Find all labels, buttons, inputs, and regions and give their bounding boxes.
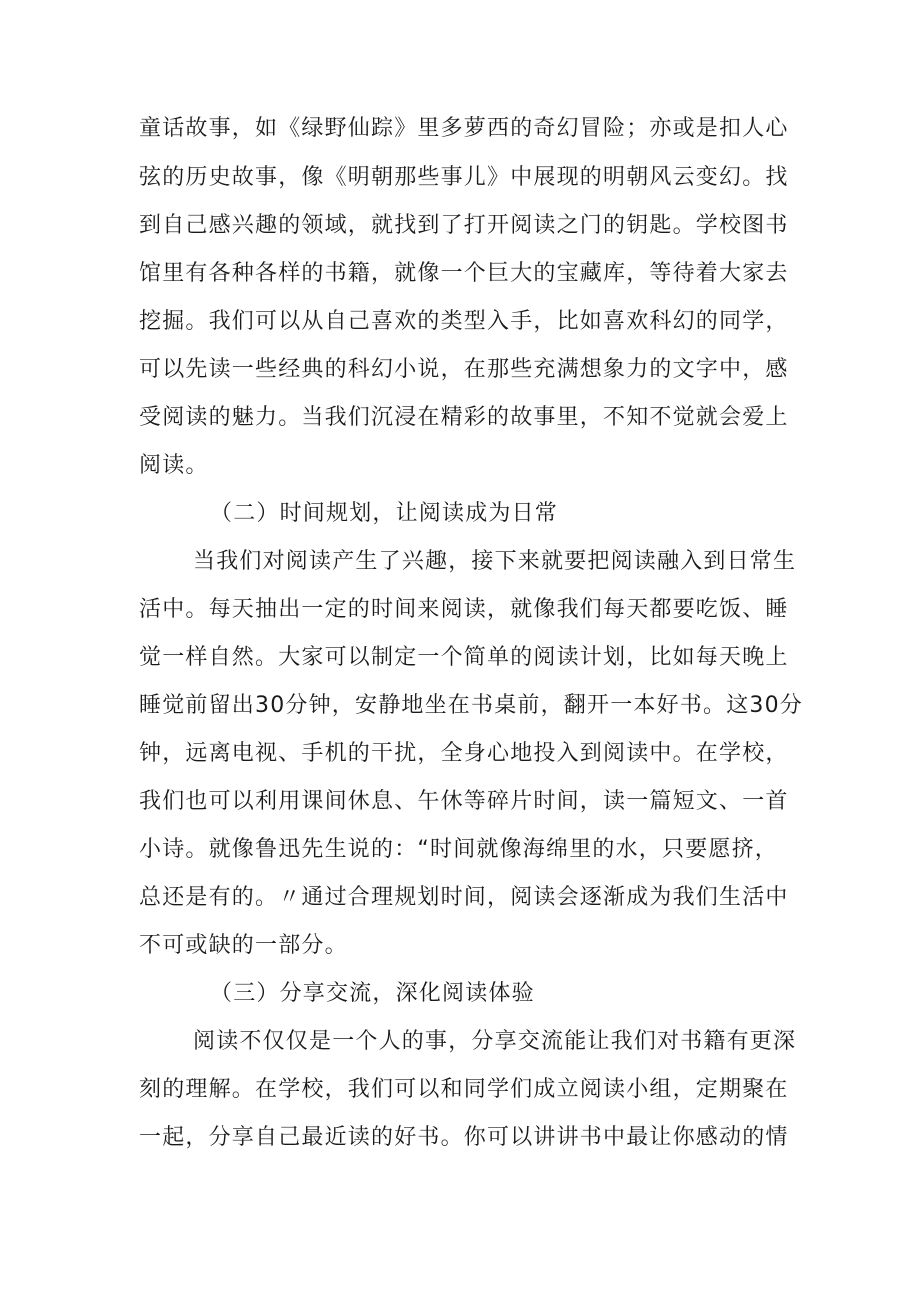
text-line: 阅读。 [139,453,209,478]
text-line: 受阅读的魅力。当我们沉浸在精彩的故事里，不知不觉就会爱上 [139,405,789,430]
text-line: 可以先读一些经典的科幻小说，在那些充满想象力的文字中，感 [139,357,789,382]
text-line: 刻的理解。在学校，我们可以和同学们成立阅读小组，定期聚在 [139,1077,789,1102]
text-line: 一起，分享自己最近读的好书。你可以讲讲书中最让你感动的情 [139,1125,789,1150]
text-line: 钟，远离电视、手机的干扰，全身心地投入到阅读中。在学校， [139,741,789,766]
section-heading: （二）时间规划，让阅读成为日常 [210,501,559,526]
text-line: 小诗。就像鲁迅先生说的：“时间就像海绵里的水，只要愿挤， [139,837,778,862]
text-line: 阅读不仅仅是一个人的事，分享交流能让我们对书籍有更深 [193,1029,797,1054]
text-line: 馆里有各种各样的书籍，就像一个巨大的宝藏库，等待着大家去 [139,261,789,286]
text-line: 童话故事，如《绿野仙踪》里多萝西的奇幻冒险；亦或是扣人心 [139,116,789,141]
text-line: 我们也可以利用课间休息、午休等碎片时间，读一篇短文、一首 [139,789,789,814]
text-line: 活中。每天抽出一定的时间来阅读，就像我们每天都要吃饭、睡 [139,597,789,622]
text-line: 到自己感兴趣的领域，就找到了打开阅读之门的钥匙。学校图书 [139,213,789,238]
section-heading: （三）分享交流，深化阅读体验 [210,981,535,1006]
text-line: 挖掘。我们可以从自己喜欢的类型入手，比如喜欢科幻的同学， [139,309,789,334]
text-line: 不可或缺的一部分。 [139,933,348,958]
text-line: 觉一样自然。大家可以制定一个简单的阅读计划，比如每天晚上 [139,645,789,670]
text-line: 总还是有的。〃通过合理规划时间，阅读会逐渐成为我们生活中 [139,885,789,910]
text-line: 当我们对阅读产生了兴趣，接下来就要把阅读融入到日常生 [193,549,797,574]
text-line: 弦的历史故事，像《明朝那些事儿》中展现的明朝风云变幻。找 [139,165,789,190]
text-line: 睡觉前留出30分钟，安静地坐在书桌前，翻开一本好书。这30分 [139,693,803,718]
